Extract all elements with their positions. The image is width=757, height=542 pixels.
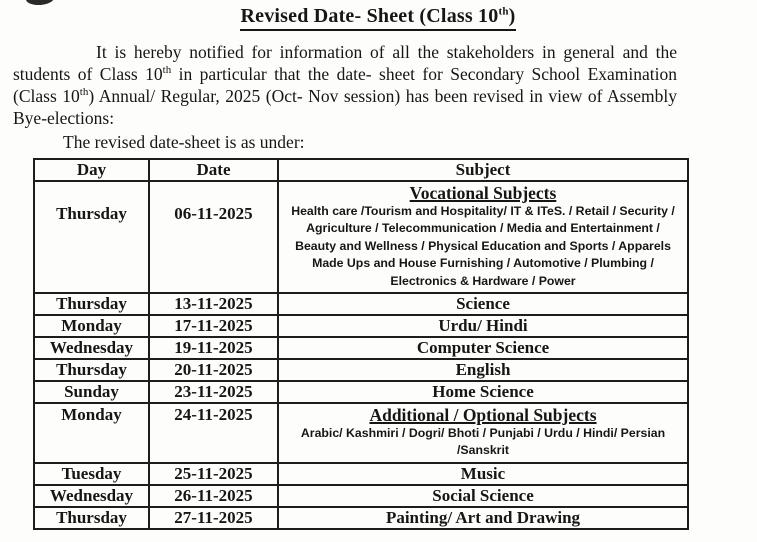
table-row [34, 381, 688, 403]
subject-cell: Science [278, 293, 688, 315]
table-row-vocational [34, 181, 688, 293]
subject-cell: Computer Science [278, 337, 688, 359]
table-row [34, 507, 688, 529]
table-row [34, 359, 688, 381]
note-line: The revised date-sheet is as under: [63, 132, 305, 152]
page-title-text: Revised Date- Sheet (Class 10 [240, 5, 499, 27]
intro-superscript-2: th [79, 86, 89, 99]
date-cell: 26-11-2025 [149, 485, 278, 507]
subject-cell [278, 403, 688, 463]
date-cell: 13-11-2025 [149, 293, 278, 315]
date-cell: 06-11-2025 [149, 181, 278, 293]
subject-cell: Urdu/ Hindi [278, 315, 688, 337]
date-cell: 17-11-2025 [149, 315, 278, 337]
day-cell: Thursday [34, 359, 149, 381]
subject-cell [278, 181, 688, 293]
title-row [13, 5, 743, 31]
date-cell: 25-11-2025 [149, 463, 278, 485]
intro-paragraph [13, 41, 677, 129]
column-header-day: Day [34, 159, 149, 181]
table-row [34, 463, 688, 485]
day-cell: Thursday [34, 507, 149, 529]
date-cell: 27-11-2025 [149, 507, 278, 529]
subject-group-detail: Health care /Tourism and Hospitality/ IT & ITeS. / Retail / Security / Agriculture / Telecommunication / Media and Entertainment / Beauty and Wellness / Physical Education and Sports / Apparels Made Ups and House Furnishing / Automotive / Plumbing / Electronics & Hardware / Power [291, 204, 675, 288]
subject-group-heading: Additional / Optional Subjects [369, 405, 597, 426]
table-row [34, 485, 688, 507]
table-row [34, 337, 688, 359]
subject-cell: Home Science [278, 381, 688, 403]
day-cell: Wednesday [34, 337, 149, 359]
day-cell: Tuesday [34, 463, 149, 485]
day-cell: Wednesday [34, 485, 149, 507]
subject-group-detail: Arabic/ Kashmiri / Dogri/ Bhoti / Punjabi / Urdu / Hindi/ Persian /Sanskrit [300, 426, 666, 458]
day-cell: Monday [34, 315, 149, 337]
day-cell: Thursday [34, 293, 149, 315]
date-cell: 19-11-2025 [149, 337, 278, 359]
day-cell: Monday [34, 403, 149, 463]
intro-text-2: in particular that the date- sheet for Secondary School Examination (Class 10 [13, 64, 677, 106]
page-title-close: ) [508, 5, 516, 27]
day-cell: Thursday [34, 181, 149, 293]
page-title [240, 5, 515, 31]
intro-text-1: It is hereby notified for information of all the stakeholders in general and the students of Class 10 [13, 42, 677, 84]
column-header-subject: Subject [278, 159, 688, 181]
column-header-date: Date [149, 159, 278, 181]
page-title-superscript: th [498, 5, 509, 18]
intro-superscript-1: th [162, 64, 172, 77]
subject-cell: Music [278, 463, 688, 485]
date-cell: 20-11-2025 [149, 359, 278, 381]
table-row-additional-optional [34, 403, 688, 463]
intro-text-3: ) Annual/ Regular, 2025 (Oct- Nov session) has been revised in view of Assembly Bye-elections: [13, 86, 678, 128]
table-row [34, 315, 688, 337]
day-cell: Sunday [34, 381, 149, 403]
date-cell: 24-11-2025 [149, 403, 278, 463]
subject-cell: Painting/ Art and Drawing [278, 507, 688, 529]
subject-cell: Social Science [278, 485, 688, 507]
date-sheet-table [33, 158, 689, 530]
date-cell: 23-11-2025 [149, 381, 278, 403]
subject-cell: English [278, 359, 688, 381]
subject-group-heading: Vocational Subjects [409, 183, 557, 203]
table-header-row [34, 159, 688, 181]
table-row [34, 293, 688, 315]
